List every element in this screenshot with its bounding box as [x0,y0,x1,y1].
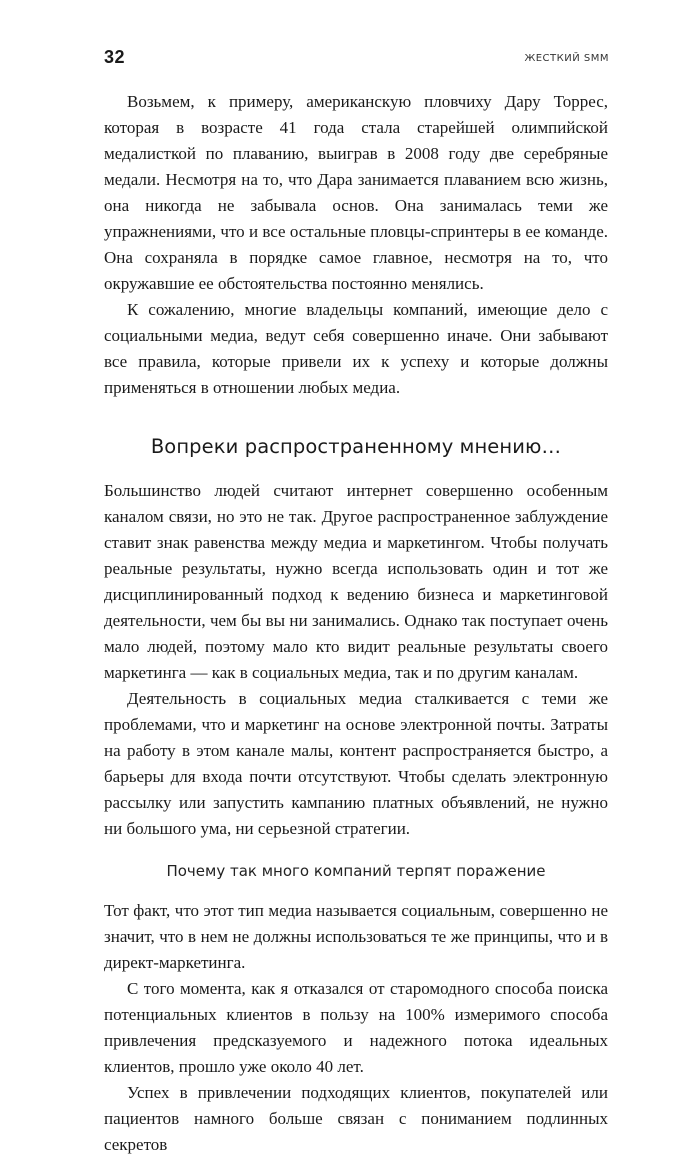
section-heading: Вопреки распространенному мнению… [150,435,562,458]
body-paragraph: Большинство людей считают интернет совершенно особенным каналом связи, но это не так. Другое распространенное заблуждение ставит знак равенства между медиа и маркетингом. Чтобы получать реальные результаты, нужно всегда использовать один и тот же дисциплинированный подход к ведению бизнеса и маркетинговой деятельности, чем бы вы ни занимались. Однако так поступает очень мало людей, поэтому мало кто видит реальные результаты своего маркетинга — как в социальных медиа, так и по другим каналам. [104,481,608,682]
running-head: ЖЕСТКИЙ SMM [524,53,609,64]
body-paragraph: Тот факт, что этот тип медиа называется социальным, совершенно не значит, что в нем не должны использоваться те же принципы, что и в директ-маркетинга. [104,901,608,972]
page-body [104,89,608,1158]
body-paragraph: Возьмем, к примеру, американскую пловчиху Дару Торрес, которая в возрасте 41 года стала старейшей олимпийской медалисткой по плаванию, выиграв в 2008 году две серебряные медали. Несмотря на то, что Дара занимается плаванием всю жизнь, она никогда не забывала основ. Она занималась теми же упражнениями, что и все остальные пловцы-спринтеры в ее команде. Она сохраняла в порядке самое главное, несмотря на то, что окружавшие ее обстоятельства постоянно менялись. [104,92,608,293]
body-paragraph: С того момента, как я отказался от старомодного способа поиска потенциальных клиентов в пользу на 100% измеримого способа привлечения предсказуемого и надежного потока идеальных клиентов, прошло уже около 40 лет. [104,979,608,1076]
body-paragraph: Деятельность в социальных медиа сталкивается с теми же проблемами, что и маркетинг на основе электронной почты. Затраты на работу в этом канале малы, контент распространяется быстро, а барьеры для входа почти отсутствуют. Чтобы сделать электронную рассылку или запустить кампанию платных объявлений, не нужно ни большого ума, ни серьезной стратегии. [104,689,608,838]
subsection-heading: Почему так много компаний терпят поражение [166,862,546,880]
body-paragraph: Успех в привлечении подходящих клиентов, покупателей или пациентов намного больше связан с пониманием подлинных секретов [104,1083,608,1154]
page-number: 32 [104,47,126,67]
body-paragraph: К сожалению, многие владельцы компаний, имеющие дело с социальными медиа, ведут себя совершенно иначе. Они забывают все правила, которые привели их к успеху и которые должны применяться в отношении любых медиа. [104,300,608,397]
